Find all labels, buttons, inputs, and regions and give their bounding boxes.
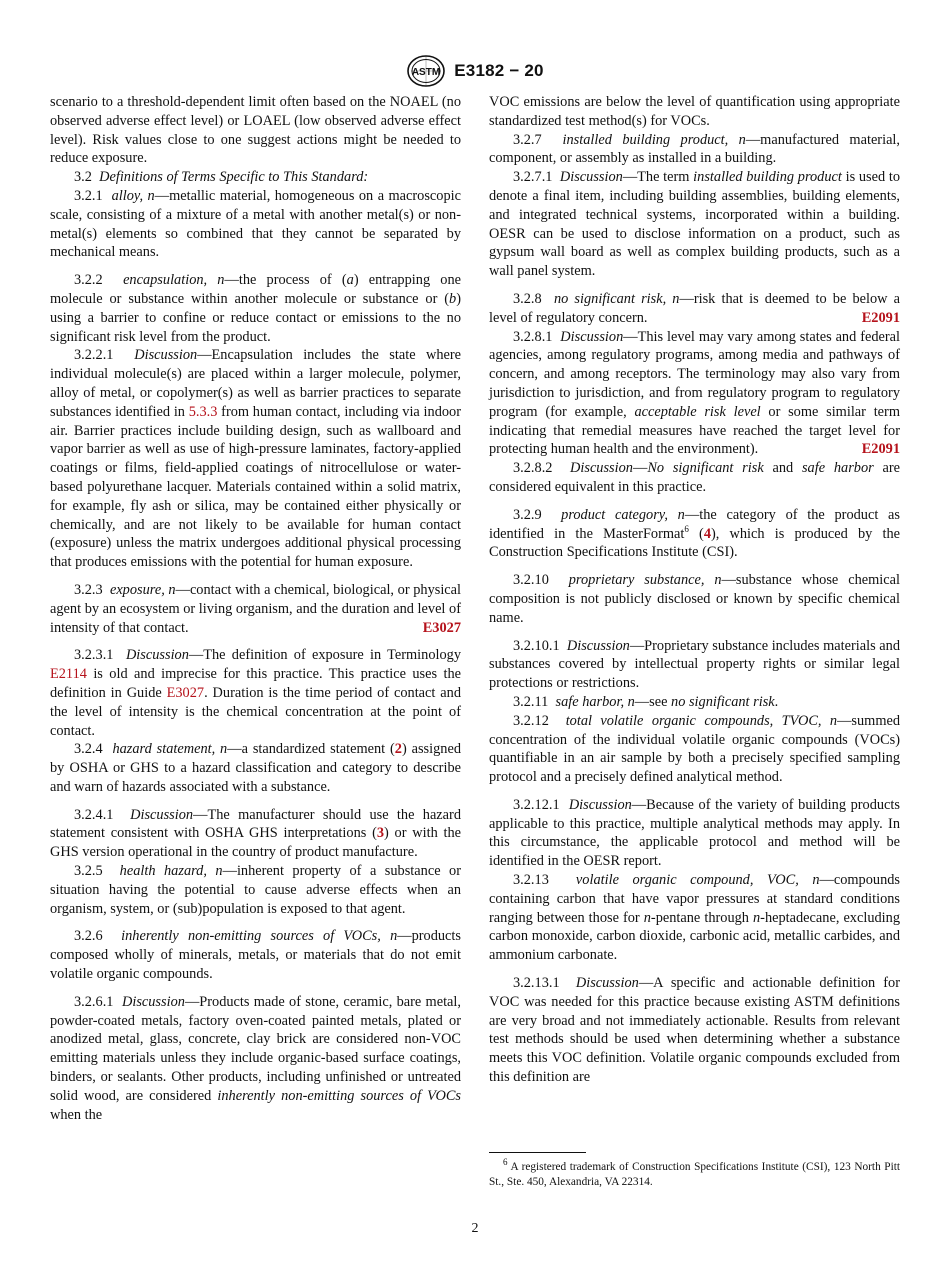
discussion-hazard-statement: 3.2.4.1 Discussion—The manufacturer should use the hazard statement consistent with OSHA GHS interpretations (3) or with the GHS version operational in the country of product manufacture.: [50, 806, 461, 861]
definition-health-hazard: 3.2.5 health hazard, n—inherent property of a substance or situation having the potential to cause adverse effects when an organism, system, or (sub)population is exposed to that agent.: [50, 863, 462, 917]
paragraph: scenario to a threshold-dependent limit often based on the NOAEL (no observed adverse effect level) or LOAEL (low observed adverse effect level). Risk values close to one suggest actions might be needed to reduce exposure.: [50, 94, 461, 167]
discussion-proprietary-substance: 3.2.10.1 Discussion—Proprietary substance includes materials and substances covered by intellectual property rights or similar legal protections or restrictions.: [489, 637, 901, 692]
logo-text: ASTM: [412, 67, 441, 78]
definition-product-category: 3.2.9 product category, n—the category of the product as identified in the MasterFormat$^6$ (4), which is produced by the Construction Specifications Institute (CSI).: [489, 506, 900, 561]
discussion-installed-building-product: 3.2.7.1 Discussion—The term installed building product is used to denote a final item, including building assemblies, building elements, and integrated technical systems, incorporated within a building. OESR can be used to disclose information on a product, such as gypsum wall board as well as complex building products, such as a wall panel system.: [489, 169, 901, 280]
footnote: [489, 1157, 901, 1190]
discussion-encapsulation: 3.2.2.1 Discussion—Encapsulation includes the state where individual molecule(s) are placed within a larger molecule, polymer, alloy of metal, or copolymer(s) as well as barrier practices to separate substances identified in 5.3.3 from human contact, including via indoor air. Barrier practices include building design, such as wallboard and vapor barrier as well as use of high-pressure laminates, factory-applied coatings or films, field-applied coatings of nitrocellulose or water-based polyurethane lacquer. Materials contained within a solid matrix, for example, fly ash or silica, may be contained either physically or chemically, and are not likely to be available for human contact (exposure) unless the matrix undergoes additional physical processing that produces emissions with the potential for human exposure.: [50, 347, 462, 571]
footnote-text: A registered trademark of Construction Specifications Institute (CSI), 123 North Pitt St., Ste. 450, Alexandria, VA 22314.: [489, 1161, 901, 1188]
reference-link[interactable]: 2: [394, 741, 402, 758]
right-column: [489, 93, 900, 1087]
discussion-voc: 3.2.13.1 Discussion—A specific and actionable definition for VOC was needed for this practice because existing ASTM definitions are very broad and not immediately actionable. Results from relevant test methods should be used when determining whether a substance meets this VOC definition. Volatile organic compounds excluded from this definition are: [489, 975, 900, 1086]
definition-no-significant-risk: 3.2.8 no significant risk, n—risk that is deemed to be below a level of regulatory concern. E2091: [489, 290, 900, 326]
left-column: [50, 93, 461, 1124]
definition-tvoc: 3.2.12 total volatile organic compounds, TVOC, n—summed concentration of the individual volatile organic compounds (VOCs) quantifiable in an air sample by both a precisely specified sampling protocol and a precisely defined analytical method.: [489, 712, 901, 786]
standard-link[interactable]: E3027: [166, 684, 205, 701]
definition-voc: 3.2.13 volatile organic compound, VOC, n—compounds containing carbon that have vapor pressures at standard conditions ranging between those for n-pentane through n-heptadecane, excluding carbon monoxide, carbon dioxide, carbonic acid, metallic carbides, and ammonium carbonate.: [489, 872, 901, 964]
definition-proprietary-substance: 3.2.10 proprietary substance, n—substance whose chemical composition is not publicly disclosed or known by specific chemical name.: [489, 572, 900, 626]
page-number: 2: [471, 1221, 479, 1236]
citation-link[interactable]: E2091: [861, 441, 900, 458]
definition-non-emitting: 3.2.6 inherently non-emitting sources of VOCs, n—products composed wholly of minerals, metals, or materials that do not emit volatile organic compounds.: [50, 928, 461, 983]
definition-hazard-statement: 3.2.4 hazard statement, n—a standardized statement (2) assigned by OSHA or GHS to a hazard classification and category to describe and warn of hazards associated with a substance.: [50, 741, 461, 795]
page-header: [0, 54, 950, 88]
discussion-equivalence: 3.2.8.2 Discussion—No significant risk and safe harbor are considered equivalent in this practice.: [489, 460, 900, 495]
discussion-exposure: 3.2.3.1 Discussion—The definition of exposure in Terminology E2114 is old and imprecise for this practice. This practice uses the definition in Guide E3027. Duration is the time period of contact and the level of intensity is the chemical concentration at the point of contact.: [50, 647, 462, 739]
definition-safe-harbor: 3.2.11 safe harbor, n—see no significant risk.: [513, 693, 779, 710]
reference-link[interactable]: 4: [703, 525, 711, 542]
standard-link[interactable]: E2114: [50, 666, 87, 683]
footnote-divider: [489, 1152, 586, 1153]
discussion-tvoc: 3.2.12.1 Discussion—Because of the variety of building products applicable to this practice, multiple analytical methods may apply. In this circumstance, the applicable protocol and method will be identified in the OESR report.: [489, 796, 900, 870]
discussion-non-emitting: 3.2.6.1 Discussion—Products made of stone, ceramic, bare metal, powder-coated metals, factory oven-coated painted metals, plated or anodized metal, glass, concrete, clay brick are considered non-VOC emitting materials unless they include organic-based surface coatings, binders, or sealants. Other products, including unfinished or untreated solid wood, are considered inherently non-emitting sources of VOCs when the: [50, 993, 461, 1123]
reference-link[interactable]: 3: [376, 825, 385, 842]
astm-logo: [406, 54, 446, 88]
standard-designation: E3182 − 20: [454, 61, 544, 80]
paragraph: VOC emissions are below the level of quantification using appropriate standardized test method(s) for VOCs.: [489, 94, 900, 129]
section-link[interactable]: 5.3.3: [188, 403, 218, 420]
section-heading: 3.2 Definitions of Terms Specific to This Standard:: [74, 169, 369, 186]
definition-encapsulation: 3.2.2 encapsulation, n—the process of (a) entrapping one molecule or substance within another molecule or substance or (b) using a barrier to confine or reduce contact or emissions to the no significant risk level from the product.: [50, 272, 462, 345]
discussion-no-significant-risk: 3.2.8.1 Discussion—This level may vary among states and federal agencies, among regulatory programs, among media and pathways of concern, and among receptors. The terminology may also vary from jurisdiction to jurisdiction, and from regulatory program to regulatory program (for example, acceptable risk level or some similar term indicating that remedial measures have reached the target level for protecting human health and the environment). E2091: [489, 328, 901, 458]
definition-alloy: 3.2.1 alloy, n—metallic material, homogeneous on a macroscopic scale, consisting of a mixture of a metal with another metal(s) or non-metal(s) elements so combined that they cannot be separated by mechanical means.: [50, 187, 461, 261]
footnote-number: 6: [503, 1157, 508, 1168]
definition-exposure: 3.2.3 exposure, n—contact with a chemical, biological, or physical agent by an ecosystem or living organism, and the duration and level of intensity of that contact. E3027: [50, 581, 462, 636]
footnote-marker[interactable]: 6: [684, 523, 689, 534]
citation-link[interactable]: E3027: [422, 619, 461, 636]
citation-link[interactable]: E2091: [861, 309, 900, 326]
definition-installed-building-product: 3.2.7 installed building product, n—manufactured material, component, or assembly as installed in a building.: [489, 131, 901, 167]
